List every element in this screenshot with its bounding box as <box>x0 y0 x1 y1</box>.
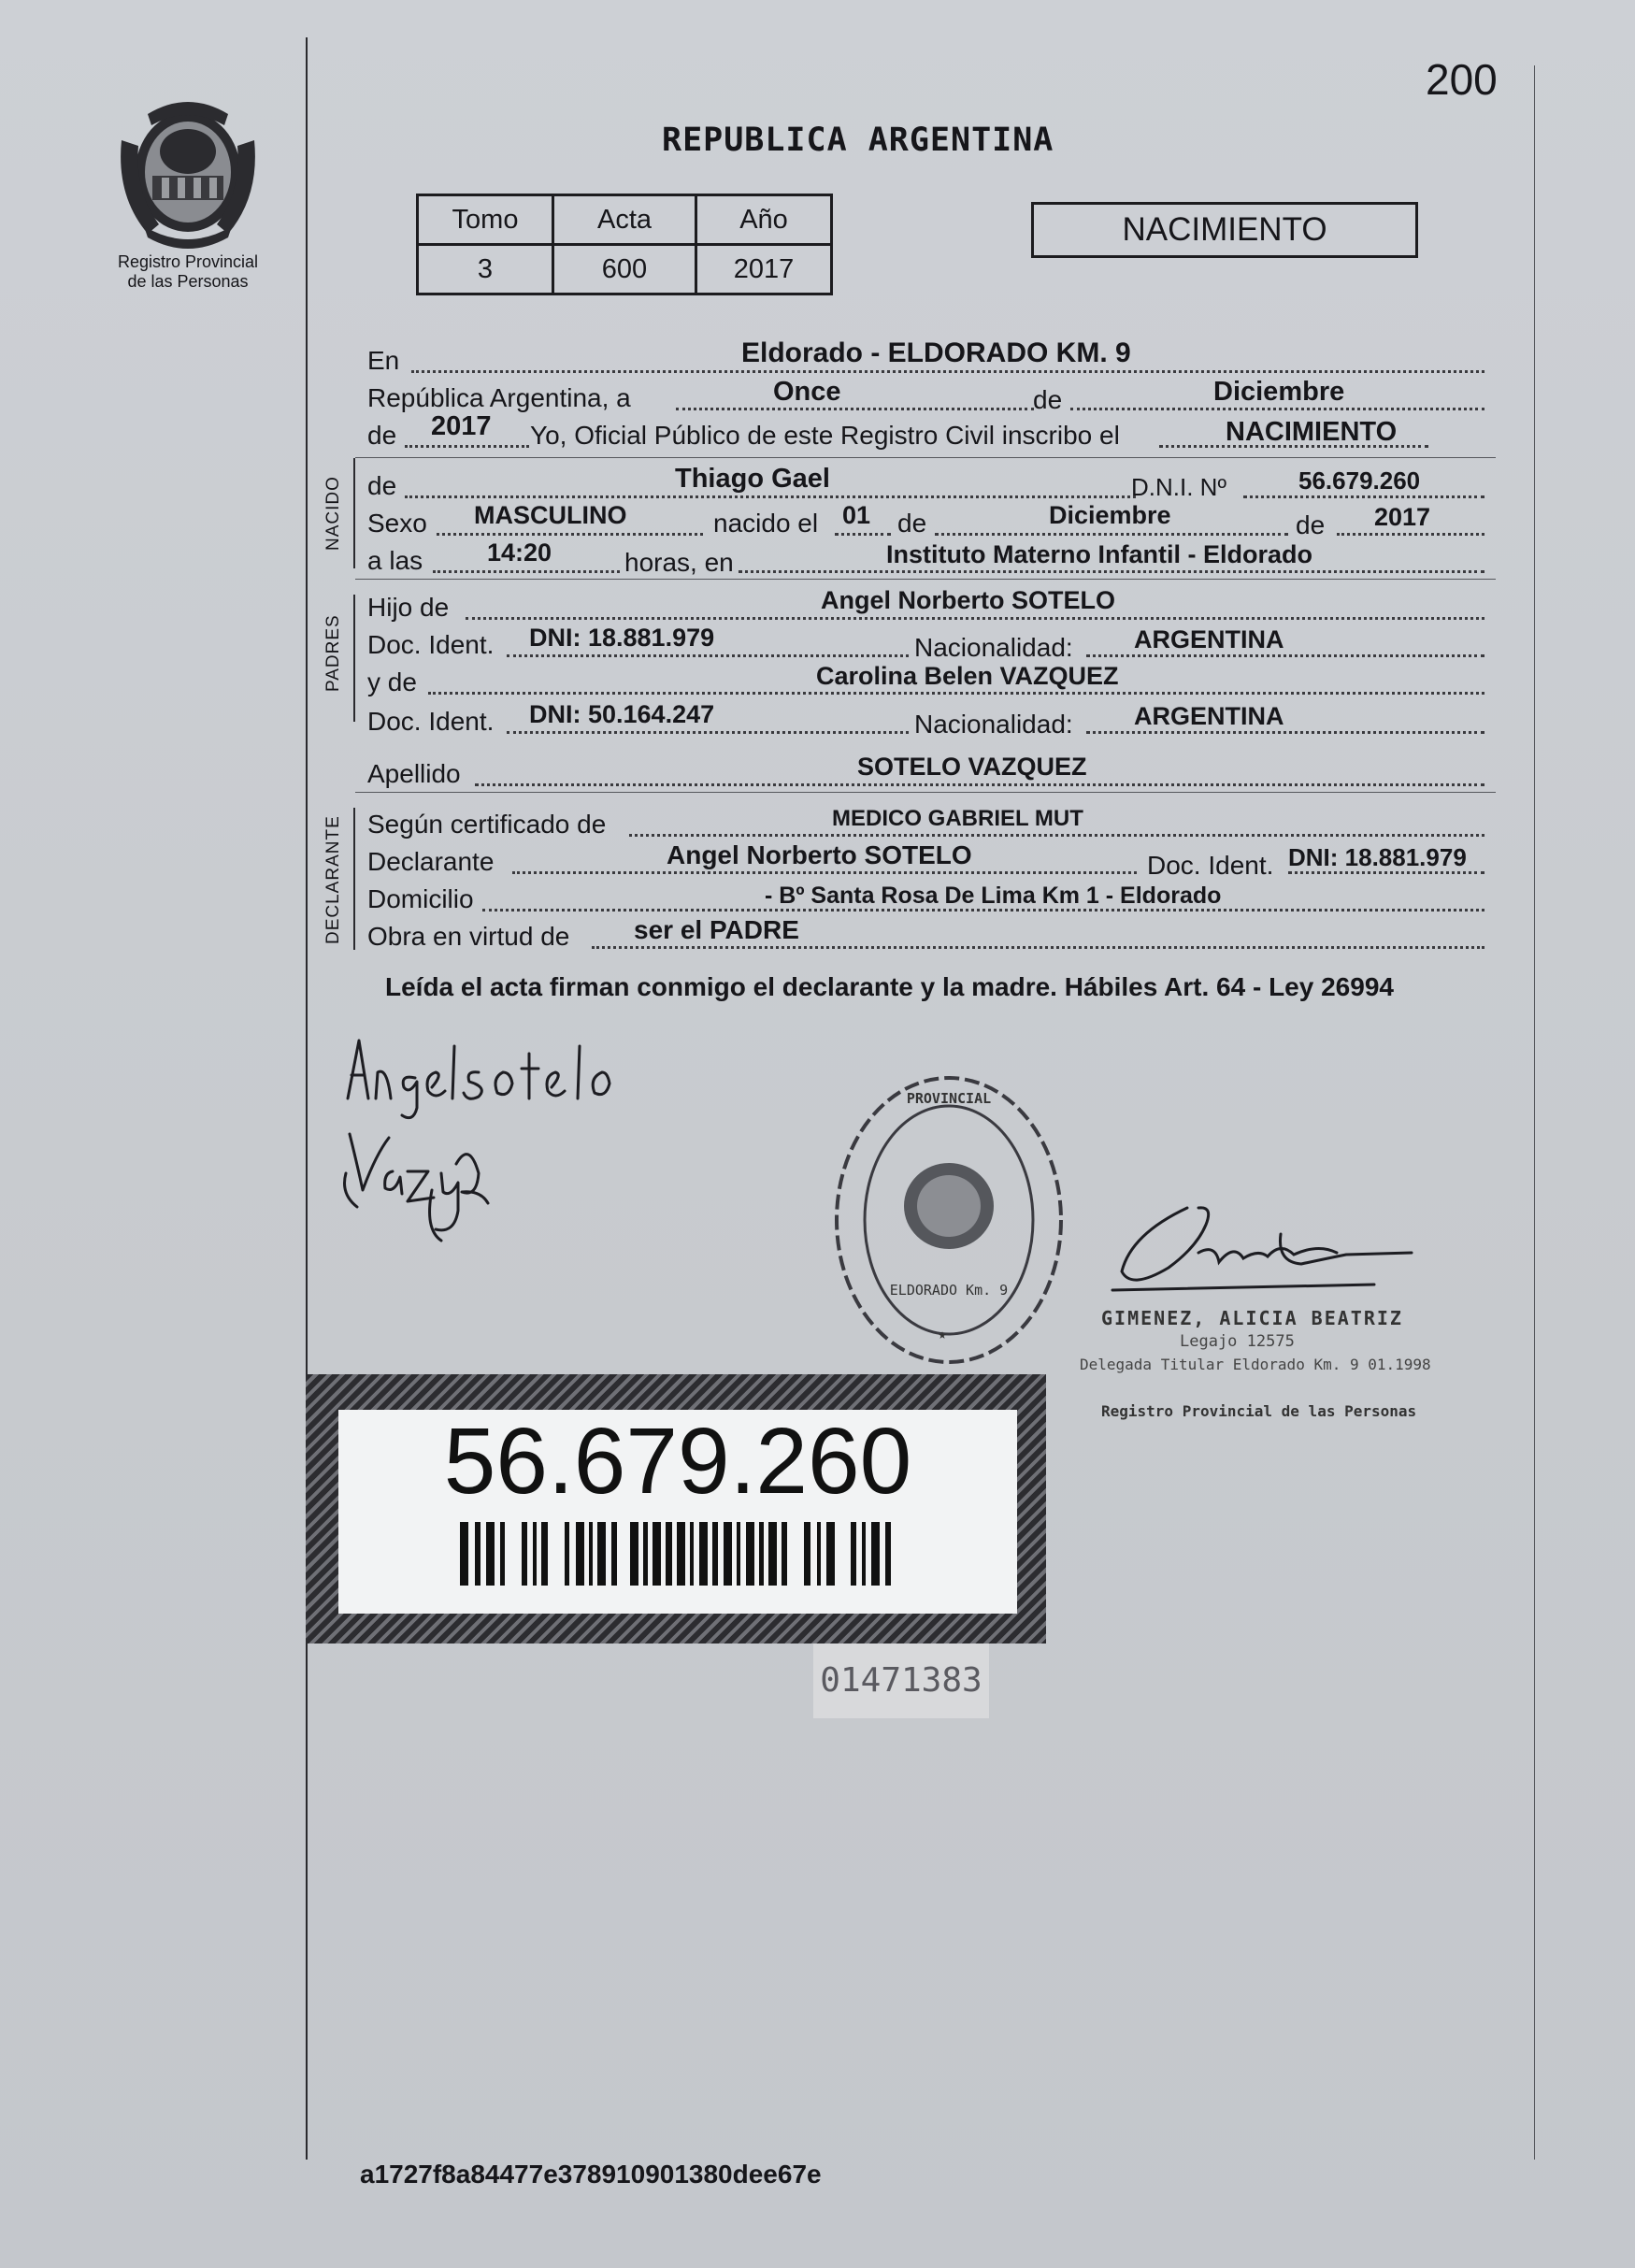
day-in-words: Once <box>773 377 841 407</box>
section-divider <box>355 457 1496 458</box>
birth-month: Diciembre <box>1049 501 1171 529</box>
barcode <box>460 1522 895 1586</box>
dotted-line <box>433 570 620 573</box>
father-doc: DNI: 18.881.979 <box>529 624 715 652</box>
registry-caption <box>86 252 290 292</box>
record-type-box: NACIMIENTO <box>1031 202 1418 258</box>
dotted-line <box>475 783 1484 786</box>
tomo-value: 3 <box>418 245 553 294</box>
birth-time: 14:20 <box>487 538 552 567</box>
declarante-doc: DNI: 18.881.979 <box>1288 843 1467 871</box>
dotted-line <box>411 370 1484 373</box>
sexo-label: Sexo <box>367 509 427 538</box>
act-type-value: NACIMIENTO <box>1226 417 1398 447</box>
section-label-padres: PADRES <box>323 614 343 692</box>
mother-nationality-label: Nacionalidad: <box>914 710 1073 739</box>
de-label-a: de <box>897 509 927 538</box>
official-registry: Registro Provincial de las Personas <box>1101 1402 1417 1420</box>
anio-header: Año <box>696 195 832 245</box>
section-bar-nacido <box>353 458 355 568</box>
section-divider <box>355 579 1496 580</box>
section-bar-padres <box>353 595 355 722</box>
anio-value: 2017 <box>696 245 832 294</box>
dotted-line <box>466 617 1484 620</box>
section-divider <box>355 792 1496 793</box>
father-nationality: ARGENTINA <box>1134 625 1284 653</box>
mother-doc: DNI: 50.164.247 <box>529 700 715 728</box>
mother-doc-label: Doc. Ident. <box>367 707 495 736</box>
a-las-label: a las <box>367 546 423 575</box>
section-bar-declarante <box>353 808 355 950</box>
de-label-b: de <box>1296 510 1326 539</box>
y-de-label: y de <box>367 667 417 696</box>
month-value: Diciembre <box>1213 377 1345 407</box>
en-label: En <box>367 346 400 375</box>
dotted-line <box>1243 495 1484 498</box>
document-title: REPUBLICA ARGENTINA <box>662 122 1054 159</box>
mother-nationality: ARGENTINA <box>1134 702 1284 730</box>
declarante-name: Angel Norberto SOTELO <box>667 840 972 869</box>
republica-label: República Argentina, a <box>367 383 631 412</box>
domicilio-value: - Bº Santa Rosa De Lima Km 1 - Eldorado <box>765 883 1222 909</box>
father-doc-label: Doc. Ident. <box>367 630 495 659</box>
hijo-de-label: Hijo de <box>367 593 450 622</box>
dotted-line <box>676 408 1034 410</box>
registry-caption-line-1: Registro Provincial <box>117 252 259 271</box>
de-label-nacido: de <box>367 471 397 500</box>
svg-text:ELDORADO Km. 9: ELDORADO Km. 9 <box>889 1282 1009 1299</box>
svg-text:PROVINCIAL: PROVINCIAL <box>906 1090 992 1107</box>
registry-caption-line-2: de las Personas <box>127 272 249 291</box>
de-label: de <box>1033 385 1063 414</box>
record-reference-table <box>416 194 833 295</box>
dotted-line <box>507 654 909 657</box>
dni-number-large: 56.679.260 <box>443 1409 912 1514</box>
apellido-value: SOTELO VAZQUEZ <box>857 753 1087 781</box>
child-dni: 56.679.260 <box>1298 467 1421 495</box>
apellido-label: Apellido <box>367 759 461 788</box>
segun-certificado-label: Según certificado de <box>367 810 607 839</box>
left-margin-line <box>306 37 308 2160</box>
misiones-coat-of-arms-logo <box>110 93 265 251</box>
dotted-line <box>935 533 1288 536</box>
dotted-line <box>835 533 891 536</box>
birth-year: 2017 <box>1374 503 1431 531</box>
dotted-line <box>1070 408 1484 410</box>
place-value: Eldorado - ELDORADO KM. 9 <box>741 337 1131 368</box>
document-hash: a1727f8a84477e378910901380dee67e <box>360 2160 822 2189</box>
obra-label: Obra en virtud de <box>367 922 570 951</box>
dotted-line <box>1086 731 1484 734</box>
father-name: Angel Norberto SOTELO <box>821 586 1116 614</box>
official-role: Delegada Titular Eldorado Km. 9 01.1998 <box>1080 1356 1431 1373</box>
dotted-line <box>592 946 1484 949</box>
horas-label: horas, en <box>624 548 734 577</box>
section-label-declarante: DECLARANTE <box>323 815 343 944</box>
section-label-nacido: NACIDO <box>323 476 343 551</box>
certificado-value: MEDICO GABRIEL MUT <box>832 806 1083 831</box>
acta-value: 600 <box>553 245 696 294</box>
sexo-value: MASCULINO <box>474 501 627 529</box>
dotted-line <box>629 834 1484 837</box>
dotted-line <box>405 445 529 448</box>
inscription-text: Yo, Oficial Público de este Registro Civil inscribo el <box>530 421 1120 450</box>
dotted-line <box>428 692 1484 695</box>
mother-name: Carolina Belen VAZQUEZ <box>816 662 1119 690</box>
domicilio-label: Domicilio <box>367 884 474 913</box>
official-name: GIMENEZ, ALICIA BEATRIZ <box>1101 1307 1403 1329</box>
declarante-label: Declarante <box>367 847 495 876</box>
dotted-line <box>512 871 1137 874</box>
official-legajo: Legajo 12575 <box>1180 1332 1295 1351</box>
nacido-el-label: nacido el <box>713 509 819 538</box>
de-label-2: de <box>367 421 397 450</box>
declarante-doc-label: Doc. Ident. <box>1147 851 1274 880</box>
dotted-line <box>1337 533 1484 536</box>
dotted-line <box>1086 654 1484 657</box>
page-number: 200 <box>1426 55 1498 104</box>
delegacion-registro-provincial-seal <box>823 1066 1075 1374</box>
dotted-line <box>405 495 1136 498</box>
tomo-header: Tomo <box>418 195 553 245</box>
right-margin-line <box>1534 65 1535 2160</box>
svg-text:★: ★ <box>938 1326 947 1342</box>
obra-value: ser el PADRE <box>634 915 799 944</box>
serial-stamp: 01471383 <box>813 1644 989 1718</box>
father-nationality-label: Nacionalidad: <box>914 633 1073 662</box>
birth-place: Instituto Materno Infantil - Eldorado <box>886 540 1312 568</box>
dotted-line <box>739 570 1484 573</box>
child-name: Thiago Gael <box>675 464 830 494</box>
birth-day: 01 <box>842 501 871 529</box>
dotted-line <box>437 533 703 536</box>
dotted-line <box>1288 871 1484 874</box>
year-value: 2017 <box>431 411 492 441</box>
declarante-and-mother-signatures <box>338 1033 712 1248</box>
closing-statement: Leída el acta firman conmigo el declarante y la madre. Hábiles Art. 64 - Ley 26994 <box>385 972 1394 1001</box>
dotted-line <box>507 731 909 734</box>
acta-header: Acta <box>553 195 696 245</box>
dni-label: D.N.I. Nº <box>1131 473 1226 501</box>
